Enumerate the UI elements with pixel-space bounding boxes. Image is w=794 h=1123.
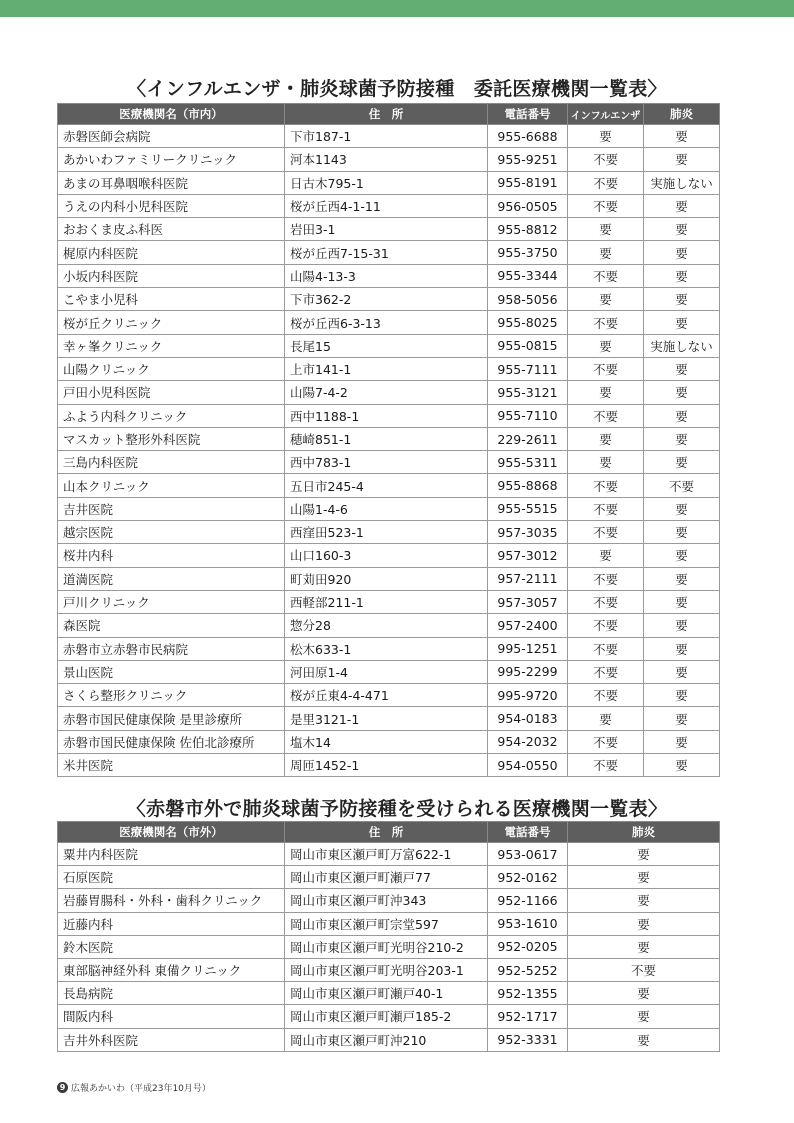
cell-pneumonia: 要 — [644, 590, 720, 613]
cell-clinic-name: 赤磐医師会病院 — [58, 125, 285, 148]
cell-phone: 955-7110 — [488, 404, 568, 427]
cell-address: 西軽部211-1 — [285, 590, 488, 613]
cell-phone: 952-3331 — [488, 1028, 568, 1051]
cell-pneumonia: 要 — [568, 935, 720, 958]
cell-pneumonia: 要 — [644, 451, 720, 474]
cell-phone: 955-5515 — [488, 497, 568, 520]
cell-address: 西中1188-1 — [285, 404, 488, 427]
cell-clinic-name: 吉井医院 — [58, 497, 285, 520]
cell-clinic-name: 越宗医院 — [58, 521, 285, 544]
cell-influenza: 不要 — [568, 754, 644, 777]
cell-phone: 952-0162 — [488, 866, 568, 889]
cell-address: 周匝1452-1 — [285, 754, 488, 777]
cell-clinic-name: マスカット整形外科医院 — [58, 427, 285, 450]
cell-influenza: 不要 — [568, 497, 644, 520]
cell-pneumonia: 要 — [644, 707, 720, 730]
cell-influenza: 不要 — [568, 684, 644, 707]
cell-address: 岡山市東区瀬戸町光明谷210-2 — [285, 935, 488, 958]
col-header-address: 住 所 — [285, 104, 488, 125]
cell-clinic-name: 赤磐市立赤磐市民病院 — [58, 637, 285, 660]
cell-phone: 954-0183 — [488, 707, 568, 730]
cell-address: 岡山市東区瀬戸町瀬戸40-1 — [285, 982, 488, 1005]
cell-phone: 995-1251 — [488, 637, 568, 660]
cell-clinic-name: 小坂内科医院 — [58, 264, 285, 287]
cell-influenza: 要 — [568, 218, 644, 241]
col-header-name: 医療機関名（市内） — [58, 104, 285, 125]
table-row — [58, 843, 720, 866]
cell-address: 塩木14 — [285, 730, 488, 753]
table-row — [58, 194, 720, 217]
cell-address: 岡山市東区瀬戸町万富622-1 — [285, 843, 488, 866]
table-row — [58, 544, 720, 567]
cell-phone: 956-0505 — [488, 194, 568, 217]
cell-phone: 955-6688 — [488, 125, 568, 148]
cell-pneumonia: 要 — [644, 381, 720, 404]
cell-phone: 954-0550 — [488, 754, 568, 777]
cell-pneumonia: 要 — [568, 912, 720, 935]
cell-pneumonia: 要 — [644, 125, 720, 148]
cell-pneumonia: 要 — [568, 843, 720, 866]
cell-address: 山陽4-13-3 — [285, 264, 488, 287]
cell-address: 長尾15 — [285, 334, 488, 357]
cell-influenza: 要 — [568, 125, 644, 148]
header-bar — [0, 0, 794, 17]
table-row — [58, 288, 720, 311]
cell-influenza: 要 — [568, 288, 644, 311]
table-row — [58, 381, 720, 404]
cell-address: 河田原1-4 — [285, 660, 488, 683]
cell-influenza: 要 — [568, 544, 644, 567]
cell-clinic-name: さくら整形クリニック — [58, 684, 285, 707]
table-row — [58, 730, 720, 753]
cell-pneumonia: 要 — [644, 218, 720, 241]
cell-phone: 955-8025 — [488, 311, 568, 334]
table-row — [58, 334, 720, 357]
table-row — [58, 451, 720, 474]
cell-address: 岡山市東区瀬戸町沖210 — [285, 1028, 488, 1051]
cell-phone: 953-0617 — [488, 843, 568, 866]
clinic-table-outside-city — [57, 821, 720, 1052]
table-header-row — [58, 822, 720, 843]
cell-influenza: 要 — [568, 381, 644, 404]
cell-pneumonia: 要 — [644, 544, 720, 567]
cell-influenza: 不要 — [568, 637, 644, 660]
cell-address: 惣分28 — [285, 614, 488, 637]
cell-influenza: 不要 — [568, 567, 644, 590]
cell-clinic-name: 粟井内科医院 — [58, 843, 285, 866]
cell-address: 山口160-3 — [285, 544, 488, 567]
cell-address: 是里3121-1 — [285, 707, 488, 730]
table-row — [58, 684, 720, 707]
cell-influenza: 要 — [568, 451, 644, 474]
cell-phone: 955-7111 — [488, 357, 568, 380]
cell-address: 岩田3-1 — [285, 218, 488, 241]
cell-influenza: 不要 — [568, 614, 644, 637]
cell-influenza: 不要 — [568, 311, 644, 334]
col-header-influenza: インフルエンザ — [568, 104, 644, 125]
col-header-pneumonia: 肺炎 — [568, 822, 720, 843]
cell-address: 下市187-1 — [285, 125, 488, 148]
cell-phone: 952-1166 — [488, 889, 568, 912]
cell-phone: 955-0815 — [488, 334, 568, 357]
col-header-name: 医療機関名（市外） — [58, 822, 285, 843]
cell-clinic-name: 戸川クリニック — [58, 590, 285, 613]
cell-clinic-name: 山陽クリニック — [58, 357, 285, 380]
cell-clinic-name: 幸ヶ峯クリニック — [58, 334, 285, 357]
cell-pneumonia: 要 — [568, 889, 720, 912]
table-row — [58, 935, 720, 958]
cell-influenza: 不要 — [568, 590, 644, 613]
page-number: 9 — [57, 1082, 68, 1093]
cell-address: 穂崎851-1 — [285, 427, 488, 450]
cell-pneumonia: 要 — [568, 1005, 720, 1028]
cell-address: 日古木795-1 — [285, 171, 488, 194]
cell-address: 五日市245-4 — [285, 474, 488, 497]
cell-influenza: 不要 — [568, 171, 644, 194]
clinic-table-in-city — [57, 103, 720, 777]
table-row — [58, 125, 720, 148]
cell-pneumonia: 要 — [644, 357, 720, 380]
cell-influenza: 要 — [568, 334, 644, 357]
cell-address: 町苅田920 — [285, 567, 488, 590]
cell-pneumonia: 要 — [644, 288, 720, 311]
table-row — [58, 614, 720, 637]
cell-phone: 229-2611 — [488, 427, 568, 450]
cell-address: 山陽7-4-2 — [285, 381, 488, 404]
cell-phone: 952-0205 — [488, 935, 568, 958]
cell-pneumonia: 実施しない — [644, 334, 720, 357]
table-row — [58, 171, 720, 194]
cell-clinic-name: 吉井外科医院 — [58, 1028, 285, 1051]
cell-address: 桜が丘東4-4-471 — [285, 684, 488, 707]
table-row — [58, 754, 720, 777]
cell-pneumonia: 要 — [644, 614, 720, 637]
table-row — [58, 264, 720, 287]
cell-influenza: 不要 — [568, 660, 644, 683]
cell-pneumonia: 要 — [568, 866, 720, 889]
table-row — [58, 1028, 720, 1051]
cell-address: 岡山市東区瀬戸町瀬戸77 — [285, 866, 488, 889]
cell-address: 山陽1-4-6 — [285, 497, 488, 520]
cell-pneumonia: 要 — [568, 982, 720, 1005]
table-row — [58, 218, 720, 241]
cell-clinic-name: 梶原内科医院 — [58, 241, 285, 264]
cell-clinic-name: 米井医院 — [58, 754, 285, 777]
cell-clinic-name: 鈴木医院 — [58, 935, 285, 958]
table-row — [58, 637, 720, 660]
cell-clinic-name: あかいわファミリークリニック — [58, 148, 285, 171]
cell-influenza: 不要 — [568, 730, 644, 753]
cell-clinic-name: うえの内科小児科医院 — [58, 194, 285, 217]
cell-clinic-name: 東部脳神経外科 東備クリニック — [58, 958, 285, 981]
cell-phone: 952-5252 — [488, 958, 568, 981]
col-header-pneumonia: 肺炎 — [644, 104, 720, 125]
cell-address: 河本1143 — [285, 148, 488, 171]
cell-phone: 995-2299 — [488, 660, 568, 683]
cell-clinic-name: あまの耳鼻咽喉科医院 — [58, 171, 285, 194]
cell-clinic-name: 石原医院 — [58, 866, 285, 889]
table-row — [58, 311, 720, 334]
cell-phone: 957-3012 — [488, 544, 568, 567]
cell-phone: 955-8812 — [488, 218, 568, 241]
cell-clinic-name: 長島病院 — [58, 982, 285, 1005]
cell-phone: 957-2111 — [488, 567, 568, 590]
cell-clinic-name: 赤磐市国民健康保険 是里診療所 — [58, 707, 285, 730]
table-row — [58, 148, 720, 171]
cell-pneumonia: 要 — [644, 497, 720, 520]
cell-pneumonia: 要 — [644, 754, 720, 777]
cell-clinic-name: 山本クリニック — [58, 474, 285, 497]
cell-clinic-name: 三島内科医院 — [58, 451, 285, 474]
cell-address: 松木633-1 — [285, 637, 488, 660]
cell-phone: 955-3750 — [488, 241, 568, 264]
cell-pneumonia: 要 — [644, 241, 720, 264]
cell-phone: 953-1610 — [488, 912, 568, 935]
cell-pneumonia: 要 — [644, 404, 720, 427]
cell-clinic-name: こやま小児科 — [58, 288, 285, 311]
table-row — [58, 567, 720, 590]
cell-phone: 955-8191 — [488, 171, 568, 194]
cell-clinic-name: 景山医院 — [58, 660, 285, 683]
cell-clinic-name: 森医院 — [58, 614, 285, 637]
cell-phone: 955-5311 — [488, 451, 568, 474]
cell-pneumonia: 不要 — [644, 474, 720, 497]
col-header-phone: 電話番号 — [488, 822, 568, 843]
cell-pneumonia: 要 — [644, 637, 720, 660]
cell-influenza: 要 — [568, 427, 644, 450]
cell-pneumonia: 要 — [644, 521, 720, 544]
cell-influenza: 不要 — [568, 404, 644, 427]
cell-pneumonia: 要 — [644, 194, 720, 217]
cell-address: 下市362-2 — [285, 288, 488, 311]
cell-influenza: 不要 — [568, 474, 644, 497]
cell-clinic-name: おおくま皮ふ科医 — [58, 218, 285, 241]
table-row — [58, 958, 720, 981]
section2-title: 〈赤磐市外で肺炎球菌予防接種を受けられる医療機関一覧表〉 — [126, 798, 668, 820]
cell-phone: 957-3035 — [488, 521, 568, 544]
table-row — [58, 982, 720, 1005]
cell-pneumonia: 要 — [644, 311, 720, 334]
cell-phone: 957-2400 — [488, 614, 568, 637]
cell-address: 岡山市東区瀬戸町光明谷203-1 — [285, 958, 488, 981]
table-row — [58, 474, 720, 497]
cell-phone: 957-3057 — [488, 590, 568, 613]
cell-clinic-name: 赤磐市国民健康保険 佐伯北診療所 — [58, 730, 285, 753]
cell-pneumonia: 要 — [644, 264, 720, 287]
cell-clinic-name: 桜井内科 — [58, 544, 285, 567]
table-header-row — [58, 104, 720, 125]
table-row — [58, 427, 720, 450]
cell-phone: 995-9720 — [488, 684, 568, 707]
cell-address: 西中783-1 — [285, 451, 488, 474]
table-row — [58, 357, 720, 380]
cell-address: 桜が丘西6-3-13 — [285, 311, 488, 334]
footer — [57, 1081, 211, 1094]
cell-pneumonia: 要 — [644, 730, 720, 753]
cell-address: 上市141-1 — [285, 357, 488, 380]
cell-pneumonia: 不要 — [568, 958, 720, 981]
cell-pneumonia: 要 — [644, 660, 720, 683]
table-row — [58, 660, 720, 683]
table-row — [58, 1005, 720, 1028]
cell-pneumonia: 要 — [644, 427, 720, 450]
cell-phone: 952-1717 — [488, 1005, 568, 1028]
cell-clinic-name: 近藤内科 — [58, 912, 285, 935]
cell-pneumonia: 実施しない — [644, 171, 720, 194]
cell-pneumonia: 要 — [644, 148, 720, 171]
cell-influenza: 不要 — [568, 194, 644, 217]
cell-pneumonia: 要 — [644, 567, 720, 590]
cell-clinic-name: ふよう内科クリニック — [58, 404, 285, 427]
table-row — [58, 497, 720, 520]
table-row — [58, 866, 720, 889]
table-row — [58, 707, 720, 730]
cell-clinic-name: 道満医院 — [58, 567, 285, 590]
cell-phone: 952-1355 — [488, 982, 568, 1005]
cell-clinic-name: 戸田小児科医院 — [58, 381, 285, 404]
cell-address: 岡山市東区瀬戸町宗堂597 — [285, 912, 488, 935]
cell-influenza: 不要 — [568, 521, 644, 544]
cell-pneumonia: 要 — [644, 684, 720, 707]
table-row — [58, 889, 720, 912]
cell-phone: 954-2032 — [488, 730, 568, 753]
table-row — [58, 912, 720, 935]
cell-pneumonia: 要 — [568, 1028, 720, 1051]
cell-phone: 955-3344 — [488, 264, 568, 287]
cell-address: 岡山市東区瀬戸町沖343 — [285, 889, 488, 912]
cell-address: 桜が丘西7-15-31 — [285, 241, 488, 264]
cell-influenza: 不要 — [568, 148, 644, 171]
cell-phone: 955-8868 — [488, 474, 568, 497]
cell-address: 桜が丘西4-1-11 — [285, 194, 488, 217]
cell-phone: 955-9251 — [488, 148, 568, 171]
cell-phone: 955-3121 — [488, 381, 568, 404]
section1-title: 〈インフルエンザ・肺炎球菌予防接種 委託医療機関一覧表〉 — [127, 78, 667, 100]
cell-address: 岡山市東区瀬戸町瀬戸185-2 — [285, 1005, 488, 1028]
col-header-address: 住 所 — [285, 822, 488, 843]
cell-influenza: 要 — [568, 241, 644, 264]
cell-clinic-name: 岩藤胃腸科・外科・歯科クリニック — [58, 889, 285, 912]
cell-clinic-name: 間阪内科 — [58, 1005, 285, 1028]
cell-phone: 958-5056 — [488, 288, 568, 311]
table-row — [58, 521, 720, 544]
cell-address: 西窪田523-1 — [285, 521, 488, 544]
cell-influenza: 不要 — [568, 357, 644, 380]
cell-influenza: 要 — [568, 707, 644, 730]
table-row — [58, 404, 720, 427]
table-row — [58, 590, 720, 613]
col-header-phone: 電話番号 — [488, 104, 568, 125]
cell-influenza: 不要 — [568, 264, 644, 287]
publication-name: 広報あかいわ（平成23年10月号） — [71, 1084, 211, 1094]
table-row — [58, 241, 720, 264]
cell-clinic-name: 桜が丘クリニック — [58, 311, 285, 334]
